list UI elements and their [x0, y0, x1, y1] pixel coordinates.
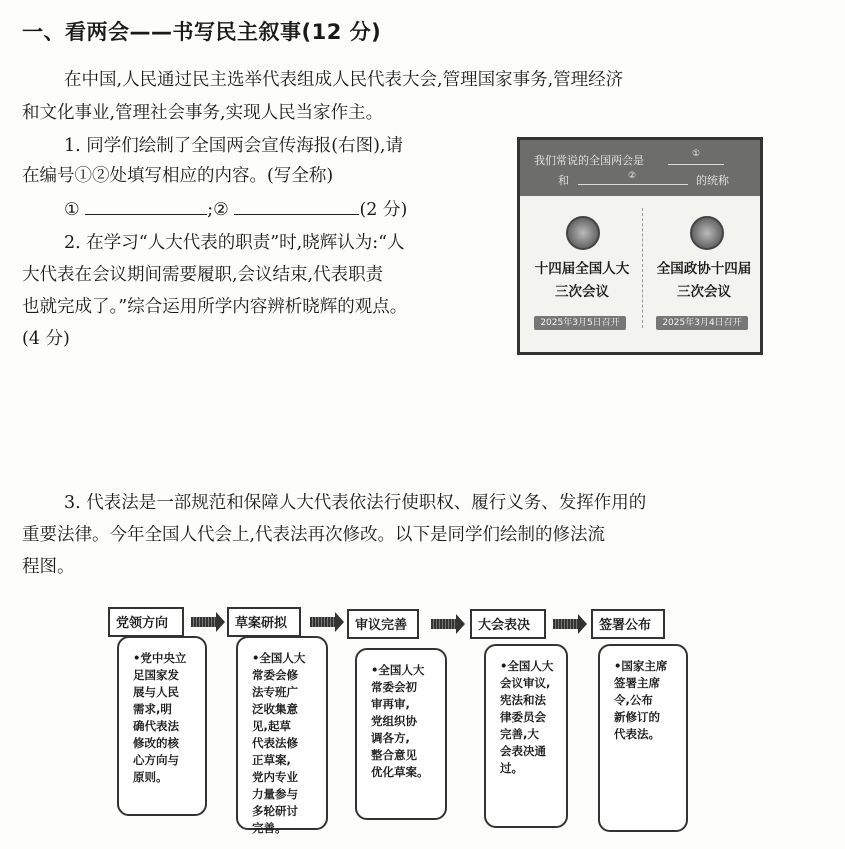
step-2-line: 正草案,	[252, 753, 291, 767]
step-1-line: 原则。	[133, 770, 168, 784]
cppcc-date: 2025年3月4日召开	[656, 316, 748, 330]
q1-answer-line	[64, 194, 407, 227]
step-5-line: •国家主席	[614, 659, 668, 673]
poster-num-1: ①	[692, 149, 701, 159]
flow-arrow-icon	[191, 617, 217, 627]
step-1-text	[133, 650, 199, 786]
step-3-line: 整合意见	[371, 748, 417, 762]
poster-blank-2	[578, 184, 688, 185]
step-1-line: 足国家发	[133, 668, 179, 682]
step-1-line: 展与人民	[133, 685, 179, 699]
q2-score: (4 分)	[22, 329, 70, 349]
step-5-head: 签署公布	[591, 609, 665, 639]
step-3-line: 调各方,	[371, 731, 410, 745]
step-2-line: 完善。	[252, 821, 287, 835]
step-1-line: 确代表法	[133, 719, 179, 733]
step-5-line: 令,公布	[614, 693, 653, 707]
step-5-line: 新修订的	[614, 710, 660, 724]
step-3-line: 党组织协	[371, 714, 417, 728]
npc-date: 2025年3月5日召开	[534, 316, 626, 330]
step-5-line: 签署主席	[614, 676, 660, 690]
poster-divider	[642, 208, 643, 328]
step-4-text	[500, 658, 560, 777]
cppcc-emblem-icon	[690, 216, 724, 250]
q3-line-3: 程图。	[22, 557, 75, 577]
poster-head-suffix: 的统称	[696, 174, 729, 187]
q3-line-2: 重要法律。今年全国人代会上,代表法再次修改。以下是同学们绘制的修法流	[22, 525, 606, 545]
poster-right-title	[646, 258, 762, 304]
q1-line-2: 在编号①②处填写相应的内容。(写全称)	[22, 166, 334, 186]
poster-blank-1	[668, 164, 724, 165]
step-2-head: 草案研拟	[227, 607, 301, 637]
step-3-head: 审议完善	[347, 609, 419, 639]
step-2-line: 法专班广	[252, 685, 298, 699]
blank-1-label: ①	[64, 200, 80, 220]
step-1-line: 修改的核	[133, 736, 179, 750]
answer-blank-1[interactable]	[85, 196, 207, 215]
step-4-line: 律委员会	[500, 710, 546, 724]
npc-name-line-1: 十四届全国人大	[534, 261, 630, 277]
step-2-line: 多轮研讨	[252, 804, 298, 818]
cppcc-name-line-2: 三次会议	[677, 284, 731, 300]
step-4-line: 会议审议,	[500, 676, 551, 690]
step-3-line: 常委会初	[371, 680, 417, 694]
q1-score: (2 分)	[359, 200, 408, 220]
step-3-line: 审再审,	[371, 697, 410, 711]
step-3-line: •全国人大	[371, 663, 425, 677]
step-2-box	[236, 636, 328, 835]
cppcc-name-line-1: 全国政协十四届	[656, 261, 752, 277]
poster-head-and: 和	[558, 174, 569, 187]
poster-num-2: ②	[628, 171, 637, 181]
step-2-text	[252, 650, 320, 837]
step-2-line: 见,起草	[252, 719, 291, 733]
blank-separator: ;②	[207, 200, 229, 220]
step-4-line: 会表决通	[500, 744, 546, 758]
step-4-head: 大会表决	[470, 609, 546, 639]
step-5-line: 代表法。	[614, 727, 660, 741]
step-2-line: 泛收集意	[252, 702, 298, 716]
step-3-line: 优化草案。	[371, 765, 429, 779]
step-4-box	[484, 644, 568, 828]
flow-arrow-icon	[431, 619, 457, 629]
q2-line-2: 大代表在会议期间需要履职,会议结束,代表职责	[22, 265, 384, 285]
step-5-text	[614, 658, 680, 743]
intro-line-2: 和文化事业,管理社会事务,实现人民当家作主。	[22, 103, 384, 123]
step-2-line: 党内专业	[252, 770, 298, 784]
step-1-head: 党领方向	[108, 607, 184, 637]
step-2-line: 代表法修	[252, 736, 298, 750]
flow-arrow-icon	[553, 619, 579, 629]
npc-emblem-icon	[566, 216, 600, 250]
section-title: 一、看两会——书写民主叙事(12 分)	[22, 20, 382, 44]
step-4-line: 完善,大	[500, 727, 539, 741]
step-5-box	[598, 644, 688, 832]
step-1-line: •党中央立	[133, 651, 187, 665]
flow-arrow-icon	[310, 617, 336, 627]
intro-line-1: 在中国,人民通过民主选举代表组成人民代表大会,管理国家事务,管理经济	[64, 70, 624, 90]
q2-line-1: 2. 在学习“人大代表的职责”时,晓辉认为:“人	[64, 233, 405, 253]
poster-head-line-1: 我们常说的全国两会是	[534, 154, 644, 167]
npc-name-line-2: 三次会议	[555, 284, 609, 300]
q1-line-1: 1. 同学们绘制了全国两会宣传海报(右图),请	[64, 136, 403, 156]
step-2-line: 常委会修	[252, 668, 298, 682]
two-sessions-poster	[517, 137, 763, 355]
step-1-line: 心方向与	[133, 753, 179, 767]
q3-line-1: 3. 代表法是一部规范和保障人大代表依法行使职权、履行义务、发挥作用的	[64, 493, 647, 513]
step-1-box	[117, 636, 207, 816]
step-4-line: 过。	[500, 761, 523, 775]
step-2-line: •全国人大	[252, 651, 306, 665]
step-2-line: 力量参与	[252, 787, 298, 801]
step-1-line: 需求,明	[133, 702, 172, 716]
step-4-line: 宪法和法	[500, 693, 546, 707]
q2-line-3: 也就完成了。”综合运用所学内容辨析晓辉的观点。	[22, 297, 408, 317]
step-3-box	[355, 648, 447, 820]
step-4-line: •全国人大	[500, 659, 554, 673]
poster-left-title	[524, 258, 640, 304]
step-3-text	[371, 662, 439, 781]
answer-blank-2[interactable]	[234, 196, 359, 215]
poster-header	[520, 140, 760, 196]
